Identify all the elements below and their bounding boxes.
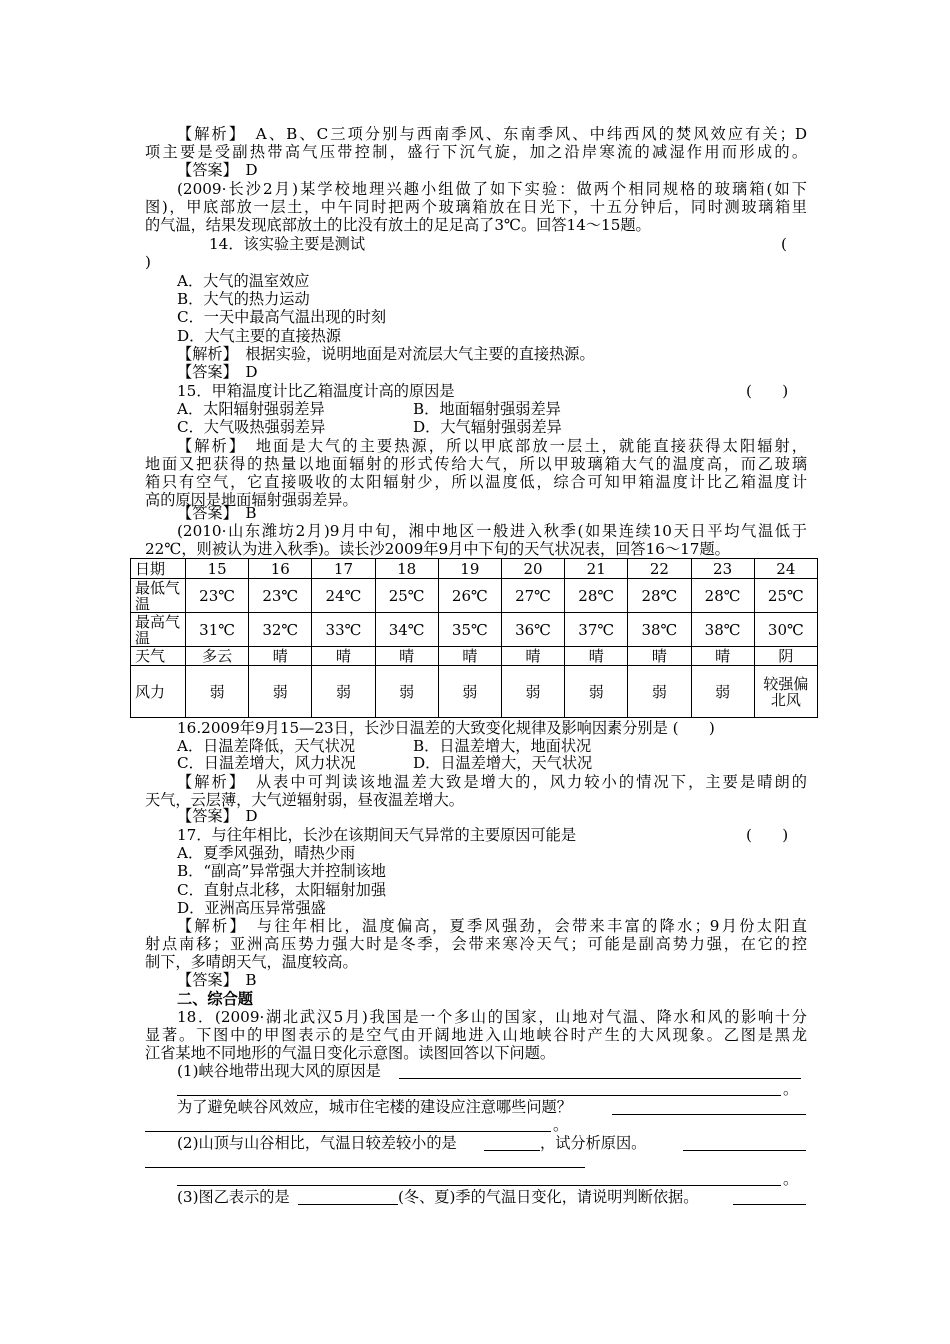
table-cell: 弱 xyxy=(691,666,754,718)
option-c: C．直射点北移，太阳辐射加强 xyxy=(177,881,387,899)
question-15: 15．甲箱温度计比乙箱温度计高的原因是 xyxy=(177,382,455,400)
answer-blank[interactable] xyxy=(298,1204,398,1205)
table-cell: 弱 xyxy=(501,666,564,718)
table-cell: 25℃ xyxy=(754,579,817,613)
option-b: B．大气的热力运动 xyxy=(177,290,310,308)
table-cell: 33℃ xyxy=(312,613,375,647)
question-18-line: 江省某地不同地形的气温日变化示意图。读图回答以下问题。 xyxy=(145,1044,556,1062)
answer-17: 【答案】 B xyxy=(177,971,257,989)
table-cell: 弱 xyxy=(375,666,438,718)
table-cell: 26℃ xyxy=(438,579,501,613)
table-cell: 晴 xyxy=(691,647,754,666)
table-cell: 弱 xyxy=(249,666,312,718)
table-cell: 23 xyxy=(691,559,754,579)
option-d: D．亚洲高压异常强盛 xyxy=(177,899,326,917)
table-cell: 晴 xyxy=(249,647,312,666)
sentence-end: 。 xyxy=(783,1080,799,1098)
option-d: D．大气辐射强弱差异 xyxy=(413,418,562,436)
option-d: D．大气主要的直接热源 xyxy=(177,327,342,345)
answer-blank[interactable] xyxy=(612,1114,806,1115)
answer-bracket: ( ) xyxy=(746,826,789,844)
table-cell: 最低气温 xyxy=(131,579,186,613)
analysis-13-line: 项主要是受副热带高气压带控制，盛行下沉气旋，加之沿岸寒流的减湿作用而形成的。 xyxy=(145,143,807,161)
table-cell: 25℃ xyxy=(375,579,438,613)
option-b: B．“副高”异常强大并控制该地 xyxy=(177,862,386,880)
table-cell: 36℃ xyxy=(501,613,564,647)
table-cell: 弱 xyxy=(628,666,691,718)
table-cell: 15 xyxy=(186,559,249,579)
option-c: C．一天中最高气温出现的时刻 xyxy=(177,308,387,326)
table-cell: 最高气温 xyxy=(131,613,186,647)
analysis-17-line: 【解析】 与往年相比，温度偏高，夏季风强劲，会带来丰富的降水；9月份太阳直 xyxy=(177,917,807,935)
option-b: B．地面辐射强弱差异 xyxy=(413,400,561,418)
analysis-13-line: 【解析】 A、B、C三项分别与西南季风、东南季风、中纬西风的焚风效应有关；D xyxy=(177,125,807,143)
experiment-intro-line: 图)，甲底部放一层土，中午同时把两个玻璃箱放在日光下，十五分钟后，同时测玻璃箱里 xyxy=(145,198,807,216)
answer-blank[interactable] xyxy=(145,1167,585,1168)
option-c: C．大气吸热强弱差异 xyxy=(177,418,326,436)
table-cell: 天气 xyxy=(131,647,186,666)
analysis-17-line: 射点南移；亚洲高压势力强大时是冬季，会带来寒冷天气；可能是副高势力强，在它的控 xyxy=(145,935,807,953)
table-cell: 28℃ xyxy=(565,579,628,613)
answer-13: 【答案】 D xyxy=(177,161,258,179)
sub-question-1: (1)峡谷地带出现大风的原因是 xyxy=(177,1062,381,1080)
sub-question-1-follow-up: 为了避免峡谷风效应，城市住宅楼的建设应注意哪些问题？ xyxy=(177,1098,572,1116)
option-a: A．大气的温室效应 xyxy=(177,272,310,290)
question-17: 17．与往年相比，长沙在该期间天气异常的主要原因可能是 xyxy=(177,826,577,844)
table-cell: 27℃ xyxy=(501,579,564,613)
experiment-intro-line: (2009·长沙2月)某学校地理兴趣小组做了如下实验：做两个相同规格的玻璃箱(如下 xyxy=(177,180,807,198)
table-intro-line: 22℃，则被认为进入秋季)。读长沙2009年9月中下旬的天气状况表，回答16～17题。 xyxy=(145,540,730,558)
table-cell: 弱 xyxy=(312,666,375,718)
table-cell: 37℃ xyxy=(565,613,628,647)
option-a: A．日温差降低，天气状况 xyxy=(177,737,356,755)
table-cell: 多云 xyxy=(186,647,249,666)
table-cell: 弱 xyxy=(565,666,628,718)
table-cell: 22 xyxy=(628,559,691,579)
table-cell: 晴 xyxy=(375,647,438,666)
option-a: A．太阳辐射强弱差异 xyxy=(177,400,325,418)
option-d: D．日温差增大，天气状况 xyxy=(413,754,593,772)
table-cell: 24 xyxy=(754,559,817,579)
answer-bracket-open: ( xyxy=(781,235,787,253)
table-row xyxy=(131,579,818,613)
table-cell: 20 xyxy=(501,559,564,579)
table-cell: 17 xyxy=(312,559,375,579)
answer-blank[interactable] xyxy=(145,1131,551,1132)
experiment-intro-line: 的气温，结果发现底部放土的比没有放土的足足高了3℃。回答14～15题。 xyxy=(145,216,651,234)
table-cell: 34℃ xyxy=(375,613,438,647)
table-header-row xyxy=(131,559,818,579)
answer-bracket-close: ) xyxy=(145,253,151,271)
table-intro-line: (2010·山东潍坊2月)9月中旬，湘中地区一般进入秋季(如果连续10天日平均气温低于 xyxy=(177,522,807,540)
table-cell: 晴 xyxy=(312,647,375,666)
answer-15: 【答案】 B xyxy=(177,504,257,522)
analysis-14: 【解析】 根据实验，说明地面是对流层大气主要的直接热源。 xyxy=(177,345,595,363)
table-cell: 晴 xyxy=(501,647,564,666)
table-cell: 21 xyxy=(565,559,628,579)
table-cell: 18 xyxy=(375,559,438,579)
table-cell: 风力 xyxy=(131,666,186,718)
table-cell: 23℃ xyxy=(249,579,312,613)
table-cell: 阴 xyxy=(754,647,817,666)
table-cell: 日期 xyxy=(131,559,186,579)
analysis-15-line: 地面又把获得的热量以地面辐射的形式传给大气，所以甲玻璃箱大气的温度高，而乙玻璃 xyxy=(145,455,807,473)
analysis-17-line: 制下，多晴朗天气，温度较高。 xyxy=(145,953,358,971)
analysis-15-line: 高的原因是地面辐射强弱差异。 xyxy=(145,491,358,509)
table-cell: 28℃ xyxy=(691,579,754,613)
table-cell: 晴 xyxy=(438,647,501,666)
weather-table xyxy=(130,558,818,718)
sub-question-3: (3)图乙表示的是 xyxy=(177,1188,290,1206)
option-c: C．日温差增大，风力状况 xyxy=(177,754,356,772)
table-cell: 弱 xyxy=(438,666,501,718)
analysis-15-line: 箱只有空气，它直接吸收的太阳辐射少，所以温度低，综合可知甲箱温度计比乙箱温度计 xyxy=(145,473,807,491)
table-cell: 19 xyxy=(438,559,501,579)
table-row xyxy=(131,647,818,666)
sentence-end: 。 xyxy=(553,1116,569,1134)
question-18-line: 显著。下图中的甲图表示的是空气由开阔地进入山地峡谷时产生的大风现象。乙图是黑龙 xyxy=(145,1026,807,1044)
table-cell: 弱 xyxy=(186,666,249,718)
table-cell: 较强偏北风 xyxy=(754,666,817,718)
table-row xyxy=(131,666,818,718)
table-cell: 晴 xyxy=(565,647,628,666)
table-cell: 32℃ xyxy=(249,613,312,647)
table-cell: 31℃ xyxy=(186,613,249,647)
answer-blank[interactable] xyxy=(177,1185,781,1186)
answer-blank[interactable] xyxy=(484,1150,540,1151)
option-b: B．日温差增大，地面状况 xyxy=(413,737,592,755)
answer-blank[interactable] xyxy=(177,1095,781,1096)
section-heading: 二、综合题 xyxy=(177,990,253,1008)
question-18-line: 18．(2009·湖北武汉5月)我国是一个多山的国家，山地对气温、降水和风的影响十分 xyxy=(177,1008,807,1026)
answer-16: 【答案】 D xyxy=(177,807,258,825)
table-cell: 24℃ xyxy=(312,579,375,613)
table-cell: 23℃ xyxy=(186,579,249,613)
answer-blank[interactable] xyxy=(683,1150,806,1151)
question-16: 16.2009年9月15—23日，长沙日温差的大致变化规律及影响因素分别是 ( ) xyxy=(177,719,715,737)
sub-question-3-tail: (冬、夏)季的气温日变化，请说明判断依据。 xyxy=(398,1188,699,1206)
answer-blank[interactable] xyxy=(399,1078,801,1079)
sub-question-2-tail: ，试分析原因。 xyxy=(540,1134,647,1152)
question-14: 14．该实验主要是测试 xyxy=(209,235,366,253)
analysis-15-line: 【解析】 地面是大气的主要热源，所以甲底部放一层土，就能直接获得太阳辐射， xyxy=(177,437,807,455)
answer-blank[interactable] xyxy=(733,1204,806,1205)
table-cell: 30℃ xyxy=(754,613,817,647)
table-cell: 28℃ xyxy=(628,579,691,613)
analysis-16-line: 天气，云层薄，大气逆辐射弱，昼夜温差增大。 xyxy=(145,791,464,809)
sub-question-2: (2)山顶与山谷相比，气温日较差较小的是 xyxy=(177,1134,457,1152)
answer-14: 【答案】 D xyxy=(177,363,258,381)
table-cell: 晴 xyxy=(628,647,691,666)
sentence-end: 。 xyxy=(783,1170,799,1188)
table-cell: 38℃ xyxy=(628,613,691,647)
option-a: A．夏季风强劲，晴热少雨 xyxy=(177,844,356,862)
analysis-16-line: 【解析】 从表中可判读该地温差大致是增大的，风力较小的情况下，主要是晴朗的 xyxy=(177,773,807,791)
table-cell: 16 xyxy=(249,559,312,579)
table-cell: 38℃ xyxy=(691,613,754,647)
table-row xyxy=(131,613,818,647)
table-cell: 35℃ xyxy=(438,613,501,647)
answer-bracket: ( ) xyxy=(746,382,789,400)
